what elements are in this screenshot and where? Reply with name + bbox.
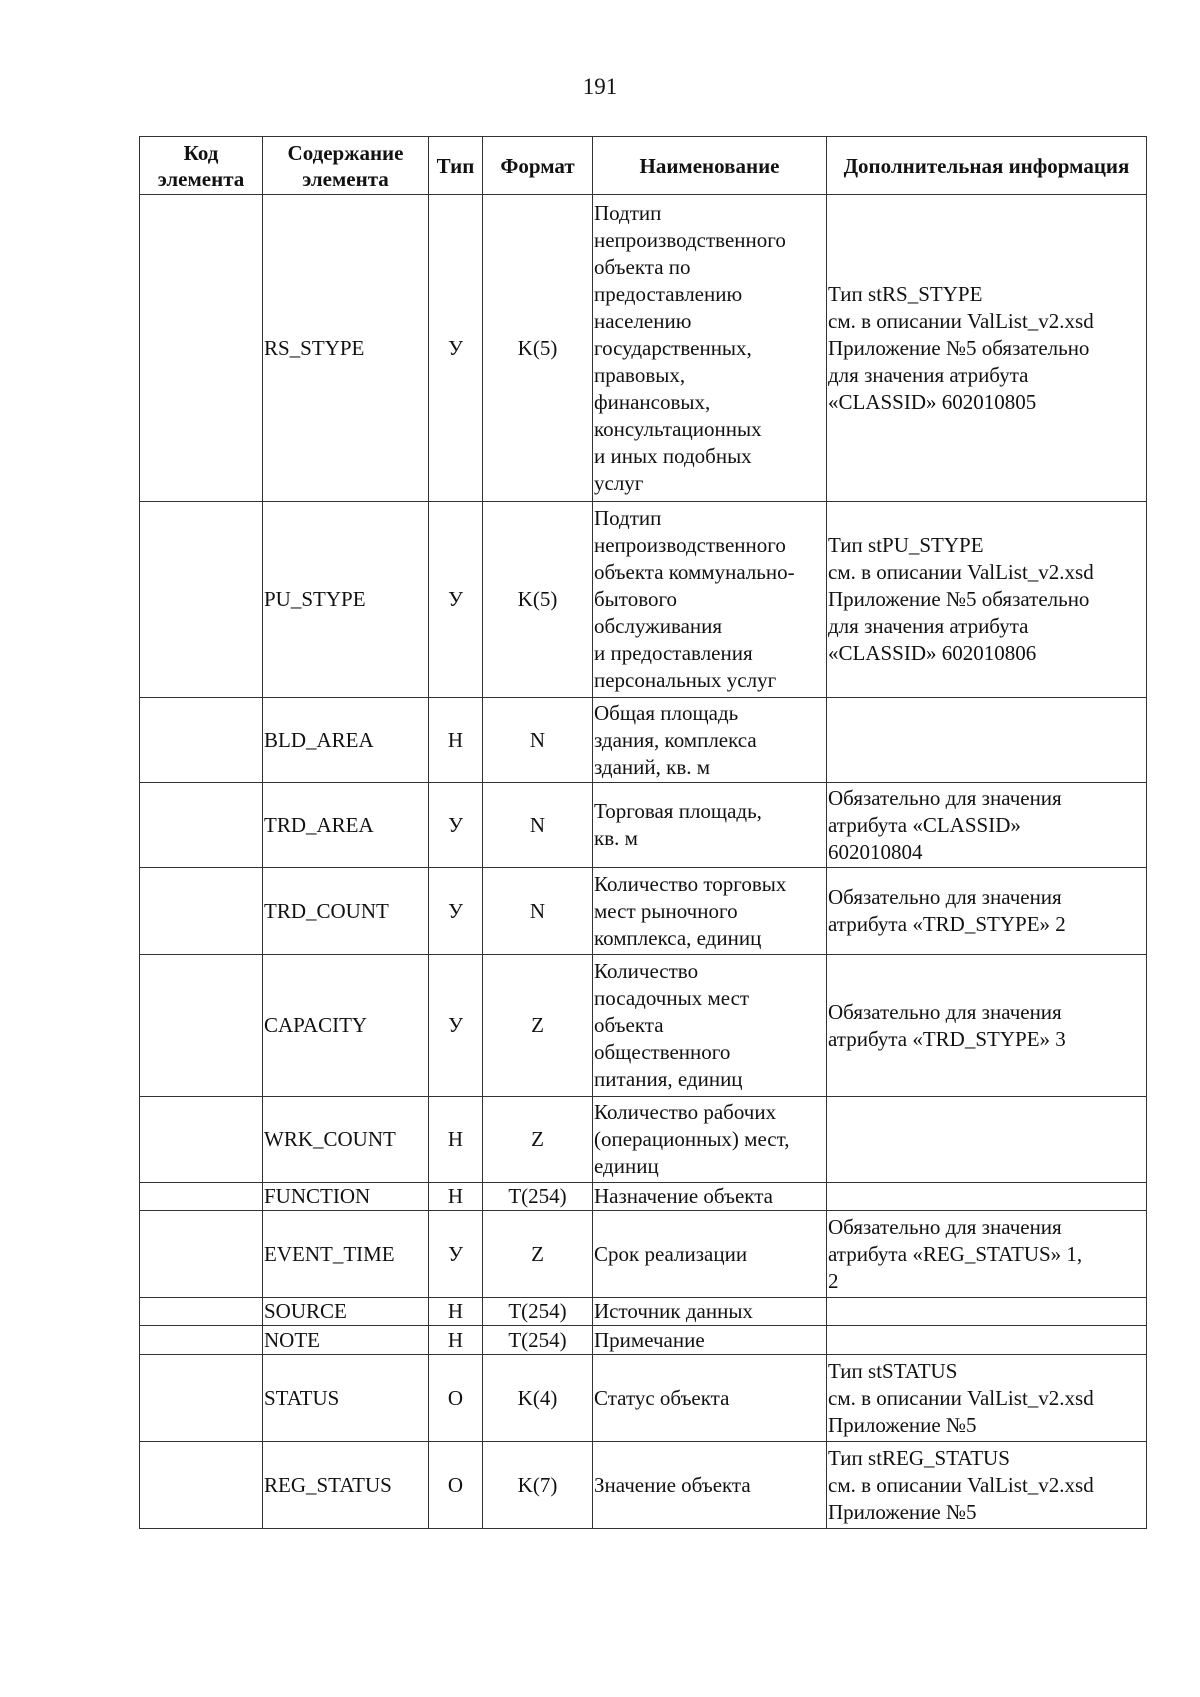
cell-name: Подтип непроизводственного объекта коммунально- бытового обслуживания и предоставления персональных услуг	[593, 502, 827, 698]
header-content: Содержание элемента	[263, 137, 429, 195]
cell-type: У	[429, 783, 483, 868]
cell-type: О	[429, 1355, 483, 1442]
cell-name: Примечание	[593, 1326, 827, 1355]
header-code: Код элемента	[140, 137, 263, 195]
cell-type: Н	[429, 698, 483, 783]
cell-info	[827, 1097, 1147, 1183]
cell-info: Тип stPU_STYPE см. в описании ValList_v2.xsd Приложение №5 обязательно для значения атрибута «CLASSID» 602010806	[827, 502, 1147, 698]
table-row	[140, 1298, 1147, 1326]
table-row	[140, 698, 1147, 783]
cell-code	[140, 783, 263, 868]
cell-name: Значение объекта	[593, 1442, 827, 1529]
cell-format: K(5)	[483, 195, 593, 502]
header-format: Формат	[483, 137, 593, 195]
cell-info: Тип stREG_STATUS см. в описании ValList_v2.xsd Приложение №5	[827, 1442, 1147, 1529]
table-row	[140, 1326, 1147, 1355]
cell-info	[827, 1298, 1147, 1326]
cell-info	[827, 698, 1147, 783]
cell-info: Обязательно для значения атрибута «TRD_STYPE» 3	[827, 955, 1147, 1097]
cell-format: Z	[483, 1097, 593, 1183]
cell-code	[140, 1183, 263, 1211]
cell-content: TRD_COUNT	[263, 868, 429, 955]
cell-code	[140, 1326, 263, 1355]
header-info: Дополнительная информация	[827, 137, 1147, 195]
cell-type: У	[429, 1211, 483, 1298]
cell-code	[140, 1298, 263, 1326]
cell-type: У	[429, 868, 483, 955]
cell-code	[140, 1355, 263, 1442]
cell-type: Н	[429, 1097, 483, 1183]
cell-content: REG_STATUS	[263, 1442, 429, 1529]
cell-name: Торговая площадь, кв. м	[593, 783, 827, 868]
cell-content: TRD_AREA	[263, 783, 429, 868]
table-header-row	[140, 137, 1147, 195]
cell-name: Срок реализации	[593, 1211, 827, 1298]
cell-code	[140, 1211, 263, 1298]
cell-name: Статус объекта	[593, 1355, 827, 1442]
cell-code	[140, 1097, 263, 1183]
cell-code	[140, 195, 263, 502]
cell-content: SOURCE	[263, 1298, 429, 1326]
header-name: Наименование	[593, 137, 827, 195]
cell-name: Подтип непроизводственного объекта по предоставлению населению государственных, правовых, финансовых, консультационных и иных подобных услуг	[593, 195, 827, 502]
table-row	[140, 783, 1147, 868]
cell-name: Назначение объекта	[593, 1183, 827, 1211]
cell-content: BLD_AREA	[263, 698, 429, 783]
cell-format: Z	[483, 1211, 593, 1298]
cell-code	[140, 502, 263, 698]
cell-content: CAPACITY	[263, 955, 429, 1097]
cell-type: Н	[429, 1326, 483, 1355]
cell-info: Обязательно для значения атрибута «CLASSID» 602010804	[827, 783, 1147, 868]
cell-info	[827, 1183, 1147, 1211]
cell-format: T(254)	[483, 1326, 593, 1355]
cell-code	[140, 698, 263, 783]
cell-content: WRK_COUNT	[263, 1097, 429, 1183]
cell-content: EVENT_TIME	[263, 1211, 429, 1298]
cell-format: N	[483, 868, 593, 955]
cell-format: K(4)	[483, 1355, 593, 1442]
table-row	[140, 1442, 1147, 1529]
cell-name: Количество торговых мест рыночного комплекса, единиц	[593, 868, 827, 955]
cell-content: FUNCTION	[263, 1183, 429, 1211]
cell-format: T(254)	[483, 1183, 593, 1211]
table-row	[140, 502, 1147, 698]
cell-content: STATUS	[263, 1355, 429, 1442]
cell-name: Общая площадь здания, комплекса зданий, кв. м	[593, 698, 827, 783]
cell-code	[140, 868, 263, 955]
table-row	[140, 1211, 1147, 1298]
cell-format: K(5)	[483, 502, 593, 698]
page-number: 191	[582, 74, 618, 99]
cell-type: У	[429, 955, 483, 1097]
header-type: Тип	[429, 137, 483, 195]
table-row	[140, 955, 1147, 1097]
cell-content: RS_STYPE	[263, 195, 429, 502]
cell-format: T(254)	[483, 1298, 593, 1326]
table-row	[140, 1183, 1147, 1211]
cell-content: PU_STYPE	[263, 502, 429, 698]
cell-name: Количество рабочих (операционных) мест, единиц	[593, 1097, 827, 1183]
cell-format: K(7)	[483, 1442, 593, 1529]
cell-type: О	[429, 1442, 483, 1529]
cell-info: Тип stSTATUS см. в описании ValList_v2.xsd Приложение №5	[827, 1355, 1147, 1442]
cell-type: Н	[429, 1298, 483, 1326]
table-row	[140, 1097, 1147, 1183]
cell-name: Количество посадочных мест объекта общественного питания, единиц	[593, 955, 827, 1097]
cell-format: N	[483, 783, 593, 868]
table-row	[140, 868, 1147, 955]
cell-name: Источник данных	[593, 1298, 827, 1326]
cell-code	[140, 1442, 263, 1529]
table-row	[140, 1355, 1147, 1442]
cell-info: Обязательно для значения атрибута «REG_STATUS» 1, 2	[827, 1211, 1147, 1298]
cell-content: NOTE	[263, 1326, 429, 1355]
cell-info: Обязательно для значения атрибута «TRD_STYPE» 2	[827, 868, 1147, 955]
element-spec-table	[139, 136, 1147, 1529]
cell-format: N	[483, 698, 593, 783]
cell-info: Тип stRS_STYPE см. в описании ValList_v2.xsd Приложение №5 обязательно для значения атрибута «CLASSID» 602010805	[827, 195, 1147, 502]
table-row	[140, 195, 1147, 502]
cell-format: Z	[483, 955, 593, 1097]
cell-type: Н	[429, 1183, 483, 1211]
cell-info	[827, 1326, 1147, 1355]
cell-code	[140, 955, 263, 1097]
cell-type: У	[429, 195, 483, 502]
cell-type: У	[429, 502, 483, 698]
